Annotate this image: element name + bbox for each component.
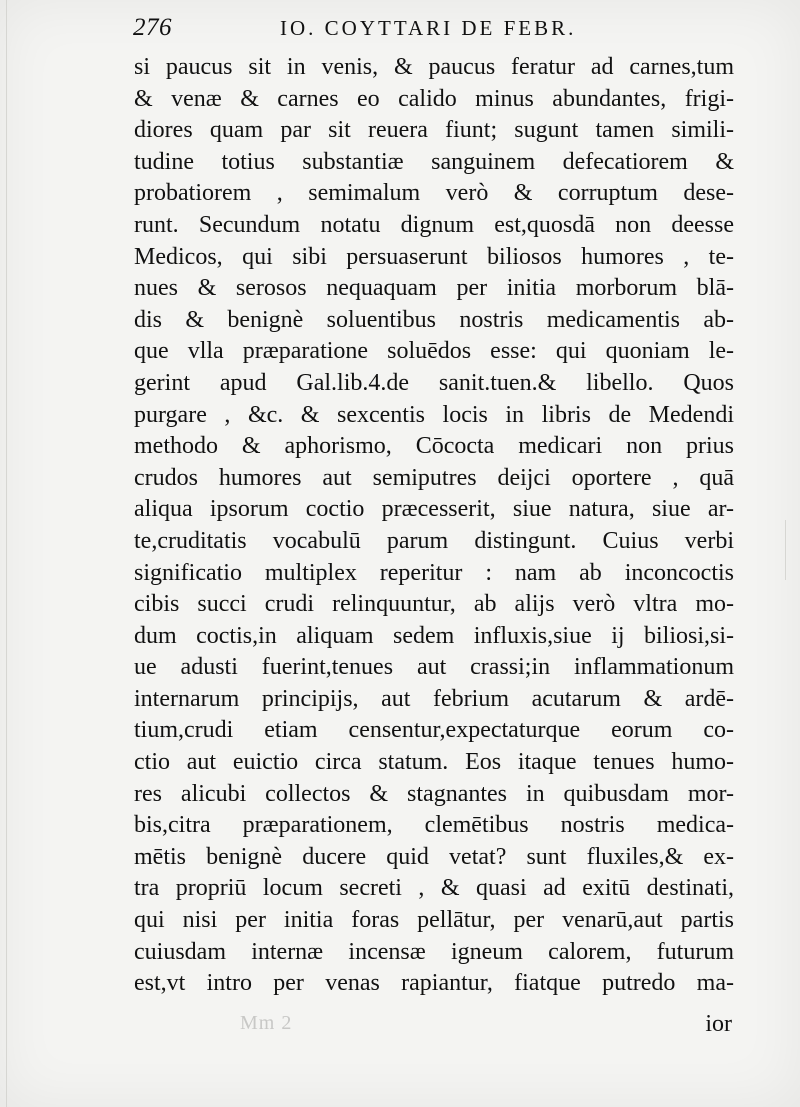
text-line: dum coctis,in aliquam sedem influxis,siue ij biliosi,si- <box>134 622 734 649</box>
text-line: diores quam par sit reuera fiunt; sugunt tamen simili- <box>134 117 734 144</box>
signature-mark: Mm 2 <box>240 1012 293 1034</box>
catchword: ior <box>705 1011 732 1037</box>
text-line: internarum principijs, aut febrium acutarum & ardē- <box>134 685 734 712</box>
text-line: tudine totius substantiæ sanguinem defecatiorem & <box>134 148 734 175</box>
text-line: aliqua ipsorum coctio præcesserit, siue natura, siue ar- <box>134 496 734 523</box>
text-line: probatiorem , semimalum verò & corruptum dese- <box>134 180 734 207</box>
page-number: 276 <box>133 14 172 41</box>
text-line: significatio multiplex reperitur : nam ab inconcoctis <box>134 559 734 586</box>
text-line: cuiusdam internæ incensæ igneum calorem, futurum <box>134 938 734 965</box>
text-line: crudos humores aut semiputres deijci oportere , quā <box>134 464 734 491</box>
text-line: est,vt intro per venas rapiantur, fiatque putredo ma- <box>134 970 734 997</box>
text-line: & venæ & carnes eo calido minus abundantes, frigi- <box>134 85 734 112</box>
page-header <box>133 14 733 48</box>
text-line: qui nisi per initia foras pellātur, per venarū,aut partis <box>134 907 734 934</box>
body-text <box>134 52 734 1000</box>
text-line: bis,citra præparationem, clemētibus nostris medica- <box>134 812 734 839</box>
text-line: dis & benignè soluentibus nostris medicamentis ab- <box>134 306 734 333</box>
text-line: nues & serosos nequaquam per initia morborum blā- <box>134 275 734 302</box>
text-line: methodo & aphorismo, Cōcocta medicari non prius <box>134 433 734 460</box>
text-line: Medicos, qui sibi persuaserunt biliosos humores , te- <box>134 243 734 270</box>
text-line: runt. Secundum notatu dignum est,quosdā non deesse <box>134 211 734 238</box>
text-line: tium,crudi etiam censentur,expectaturque eorum co- <box>134 717 734 744</box>
text-line: si paucus sit in venis, & paucus feratur ad carnes,tum <box>134 54 734 80</box>
fold-mark <box>785 520 786 580</box>
text-line: mētis benignè ducere quid vetat? sunt fluxiles,& ex- <box>134 843 734 870</box>
text-line: res alicubi collectos & stagnantes in quibusdam mor- <box>134 780 734 807</box>
text-line: purgare , &c. & sexcentis locis in libris de Medendi <box>134 401 734 428</box>
text-line: gerint apud Gal.lib.4.de sanit.tuen.& libello. Quos <box>134 369 734 396</box>
text-line: te,cruditatis vocabulū parum distingunt. Cuius verbi <box>134 527 734 554</box>
running-head: IO. COYTTARI DE FEBR. <box>280 16 577 40</box>
text-line: cibis succi crudi relinquuntur, ab alijs verò vltra mo- <box>134 591 734 618</box>
text-line: que vlla præparatione soluēdos esse: qui quoniam le- <box>134 338 734 365</box>
gutter-shadow <box>6 0 7 1107</box>
text-line: ctio aut euictio circa statum. Eos itaque tenues humo- <box>134 749 734 776</box>
text-line: ue adusti fuerint,tenues aut crassi;in inflammationum <box>134 654 734 681</box>
text-line: tra propriū locum secreti , & quasi ad exitū destinati, <box>134 875 734 902</box>
